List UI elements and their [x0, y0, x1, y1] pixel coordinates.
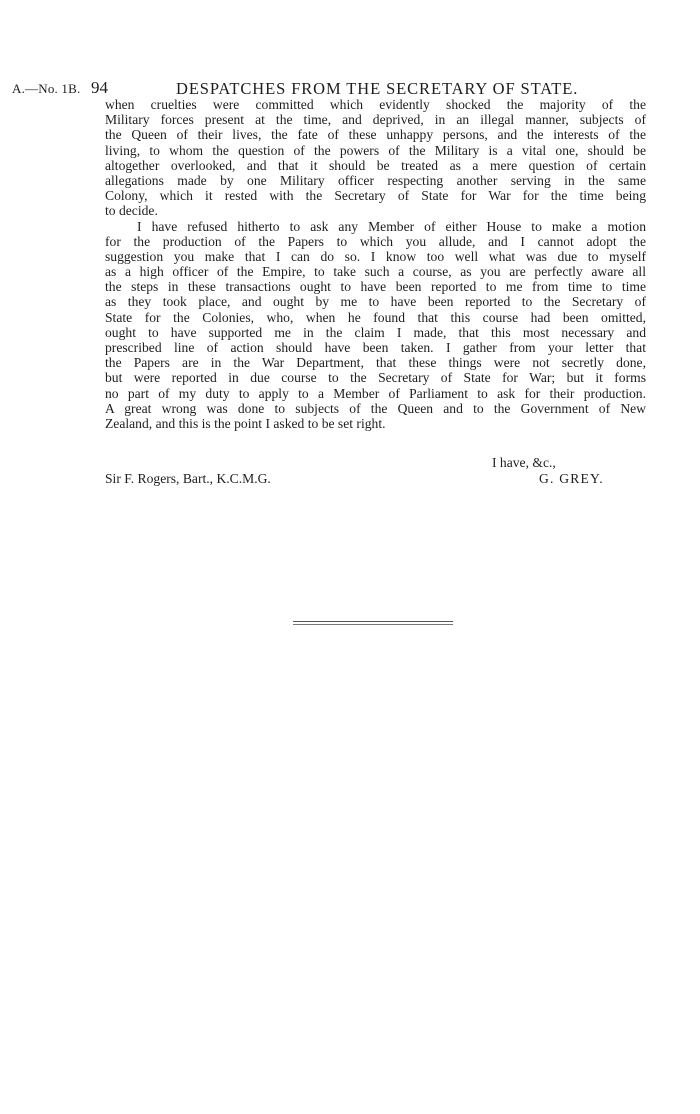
body-line: Colony, which it rested with the Secretary of State for War for the time being: [105, 188, 646, 204]
letter-body: [105, 97, 646, 431]
body-line: prescribed line of action should have been taken. I gather from your letter that: [105, 340, 646, 355]
body-line: no part of my duty to apply to a Member of Parliament to ask for their production.: [105, 385, 646, 401]
letter-closing: I have, &c.,: [492, 455, 556, 470]
body-line: the Papers are in the War Department, that these things were not secretly done,: [105, 355, 646, 371]
body-line: ought to have supported me in the claim I made, that this most necessary and: [105, 324, 646, 340]
body-line: the Queen of their lives, the fate of these unhappy persons, and the interests of the: [105, 127, 646, 143]
body-line: I have refused hitherto to ask any Member of either House to make a motion: [137, 218, 646, 234]
body-line: as they took place, and ought by me to have been reported to the Secretary of: [105, 294, 646, 310]
page-header: [0, 78, 700, 98]
document-reference: A.—No. 1B.: [12, 81, 81, 96]
body-line: altogether overlooked, and that it should be treated as a mere question of certain: [105, 157, 646, 173]
body-line: the steps in these transactions ought to have been reported to me from time to time: [105, 279, 646, 295]
body-line: Military forces present at the time, and deprived, in an illegal manner, subjects of: [105, 112, 646, 128]
body-line: to decide.: [105, 203, 158, 219]
running-title: DESPATCHES FROM THE SECRETARY OF STATE.: [176, 79, 579, 98]
body-line: as a high officer of the Empire, to take such a course, as you are perfectly aware all: [105, 264, 646, 280]
body-line: living, to whom the question of the powers of the Military is a vital one, should be: [105, 142, 646, 158]
letter-recipient: Sir F. Rogers, Bart., K.C.M.G.: [105, 471, 271, 486]
section-divider-rule: [293, 621, 453, 625]
body-line: State for the Colonies, who, when he found that this course had been omitted,: [105, 309, 646, 325]
body-line: Zealand, and this is the point I asked to be set right.: [105, 415, 386, 431]
body-line: suggestion you make that I can do so. I know too well what was due to myself: [105, 248, 646, 264]
body-line: when cruelties were committed which evidently shocked the majority of the: [105, 97, 646, 112]
letter-signature: G. GREY.: [539, 471, 604, 486]
page-number: 94: [91, 78, 108, 97]
body-line: for the production of the Papers to which you allude, and I cannot adopt the: [105, 233, 646, 249]
body-line: A great wrong was done to subjects of the Queen and to the Government of New: [105, 400, 646, 416]
body-line: allegations made by one Military officer respecting another serving in the same: [105, 172, 646, 188]
body-line: but were reported in due course to the Secretary of State for War; but it forms: [105, 370, 646, 386]
